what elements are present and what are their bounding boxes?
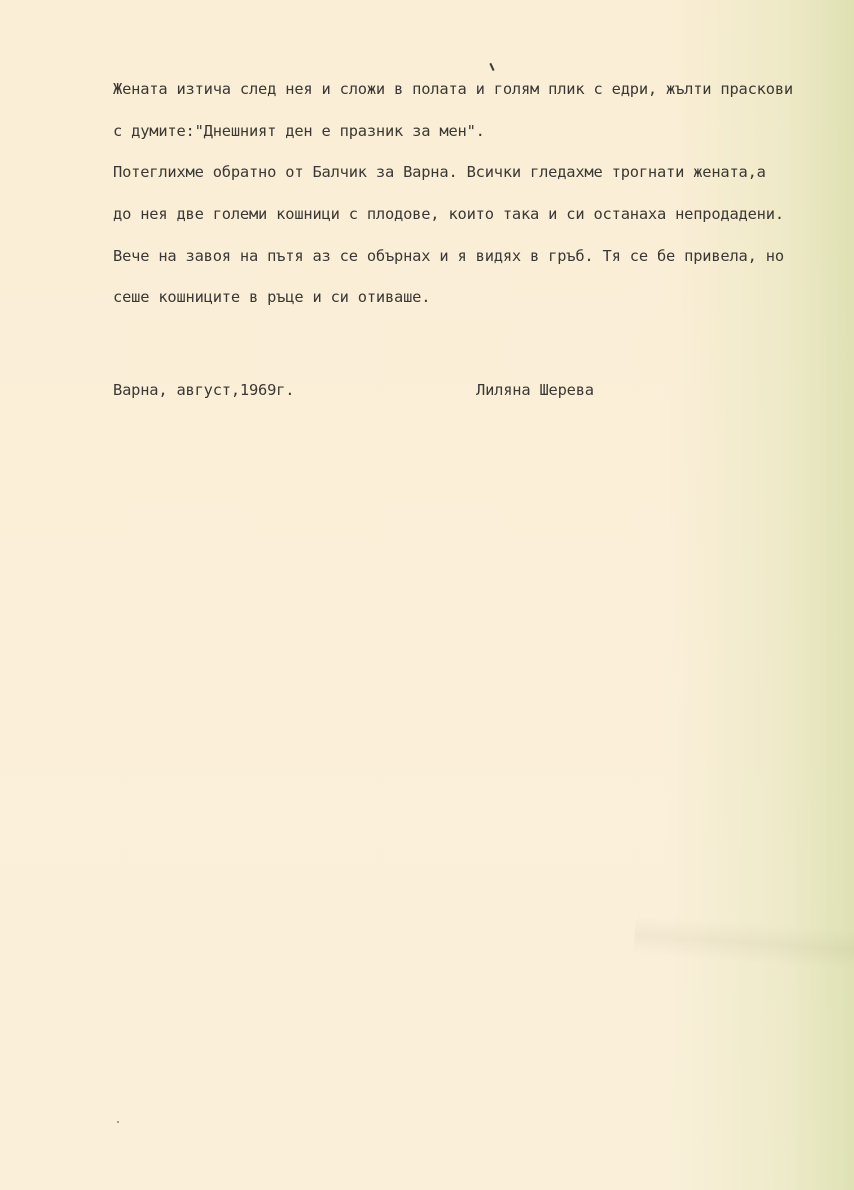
paper-speck xyxy=(117,1121,119,1123)
paper-fold-shadow xyxy=(633,915,854,970)
handwritten-accent-mark xyxy=(489,63,494,71)
signature-row xyxy=(113,381,733,453)
text-line: Потеглихме обратно от Балчик за Варна. Всички гледахме трогнати жената,а xyxy=(113,163,766,182)
text-line: Жената изтича след нея и сложи в полата и голям плик с едри, жълти праскови xyxy=(113,80,793,98)
text-line: Вече на завоя на пътя аз се обърнах и я видях в гръб. Тя се бе привела, но xyxy=(113,246,784,265)
body-text xyxy=(113,78,833,328)
place-and-date: Варна, август,1969г. xyxy=(113,381,295,399)
text-line: до нея две големи кошници с плодове, които така и си останаха непродадени. xyxy=(113,205,784,224)
author-name: Лиляна Шерева xyxy=(476,381,594,399)
text-line: с думите:"Днешният ден е празник за мен". xyxy=(113,121,485,140)
text-line: сеше кошниците в ръце и си отиваше. xyxy=(113,288,431,307)
